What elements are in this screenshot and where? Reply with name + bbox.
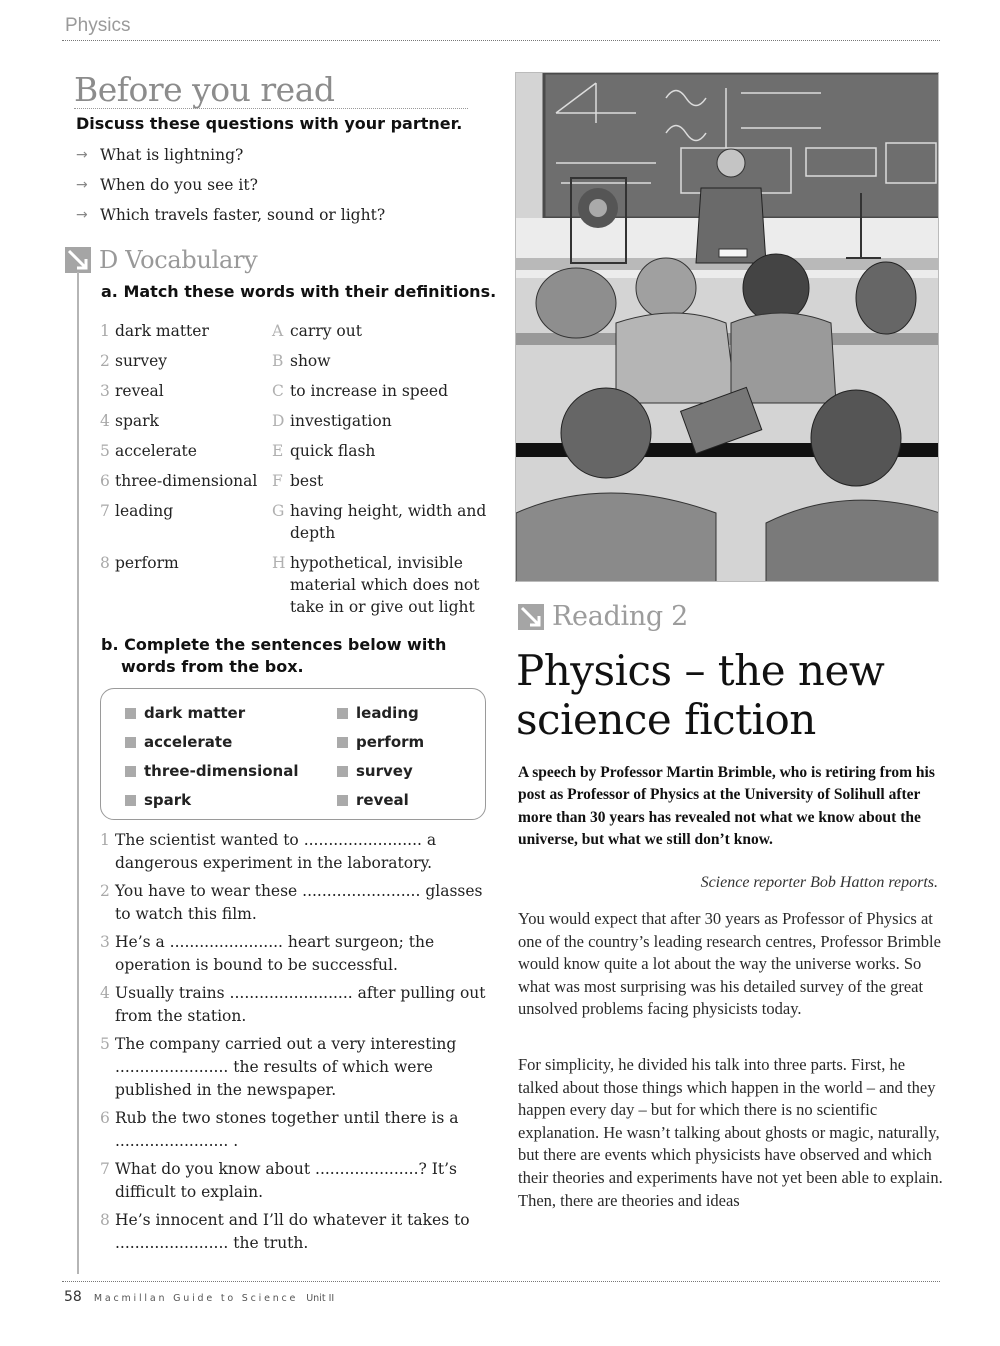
illustration-drawing [516, 73, 939, 582]
word-box [100, 688, 486, 820]
square-bullet-icon [125, 766, 136, 777]
match-row: 5 accelerate E quick flash [100, 442, 376, 460]
box-word: reveal [337, 789, 487, 811]
vocab-word: dark matter [115, 322, 209, 340]
task-b-instruction: b. Complete the sentences below with words from the box. [101, 635, 447, 676]
square-bullet-icon [125, 737, 136, 748]
box-word: survey [337, 760, 487, 782]
arrow-right-icon: → [76, 207, 88, 223]
vocab-word: three-dimensional [115, 472, 258, 490]
definition: having height, width and depth [290, 502, 487, 542]
match-row: 3 reveal C to increase in speed [100, 382, 448, 400]
vocab-word: survey [115, 352, 168, 370]
definition: show [290, 352, 331, 370]
discussion-instruction: Discuss these questions with your partner. [76, 114, 463, 133]
before-you-read-title: Before you read [74, 70, 335, 109]
definition: hypothetical, invisible material which does not take in or give out light [290, 554, 480, 616]
article-standfirst: A speech by Professor Martin Brimble, who is retiring from his post as Professor of Physics at the University of Solihull after more than 30 years has revealed not what we know about the universe, but what we still don’t know. [518, 764, 935, 849]
article-title: Physics – the new science fiction [516, 646, 885, 744]
match-row: 2 survey B show [100, 352, 331, 370]
match-row: 7 leading G having height, width and depth [100, 500, 500, 544]
sentence-item: 2 You have to wear these ........................ glasses to watch this film. [100, 882, 483, 923]
vocab-word: spark [115, 412, 159, 430]
arrow-right-icon: → [76, 177, 88, 193]
square-bullet-icon [125, 708, 136, 719]
match-row: 8 perform H hypothetical, invisible material which does not take in or give out light [100, 552, 500, 618]
sentence-item: 1 The scientist wanted to ........................ a dangerous experiment in the laboratory. [100, 831, 437, 872]
lecture-illustration [515, 72, 939, 582]
article-byline: Science reporter Bob Hatton reports. [700, 874, 938, 891]
definition: best [290, 472, 324, 490]
task-a-instruction: a. Match these words with their definitions. [101, 282, 497, 301]
match-row: 1 dark matter A carry out [100, 322, 362, 340]
unit-label: Unit II [306, 1293, 335, 1304]
square-bullet-icon [337, 795, 348, 806]
square-bullet-icon [337, 737, 348, 748]
match-row: 4 spark D investigation [100, 412, 392, 430]
square-bullet-icon [337, 708, 348, 719]
article-paragraph: For simplicity, he divided his talk into three parts. First, he talked about those things which happen in the world – and they happen every day – but for which there is no scientific explanation. He wasn’t talking about ghosts or magic, naturally, but there are events which physicists have observed and which their theories and experiments have not yet been able to explain. Then, there are theories and ideas [518, 1055, 943, 1210]
book-title: Macmillan Guide to Science [93, 1293, 299, 1304]
sentence-item: 6 Rub the two stones together until there is a ....................... . [100, 1109, 459, 1150]
gap-fill-sentences [100, 829, 490, 1260]
sentence-item: 4 Usually trains ......................... after pulling out from the station. [100, 984, 486, 1025]
definition: investigation [290, 412, 392, 430]
vocab-word: leading [115, 502, 174, 520]
sentence-item: 8 He’s innocent and I’ll do whatever it takes to ....................... the truth. [100, 1211, 470, 1252]
box-word: leading [337, 702, 487, 724]
box-word: perform [337, 731, 487, 753]
section-arrow-icon [518, 604, 544, 630]
sentence-item: 3 He’s a ....................... heart surgeon; the operation is bound to be successful. [100, 933, 435, 974]
vocab-word: perform [115, 554, 179, 572]
question-item: → Which travels faster, sound or light? [76, 206, 386, 224]
vocab-word: reveal [115, 382, 164, 400]
square-bullet-icon [337, 766, 348, 777]
sentence-item: 7 What do you know about .....................? It’s difficult to explain. [100, 1160, 457, 1201]
header-rule [62, 40, 940, 41]
definition: quick flash [290, 442, 376, 460]
question-list [76, 146, 385, 236]
page-number: 58 [64, 1289, 82, 1305]
box-word: dark matter [125, 702, 337, 724]
definition: carry out [290, 322, 362, 340]
reading-label: Reading 2 [552, 601, 689, 632]
question-item: → What is lightning? [76, 146, 244, 164]
match-row: 6 three-dimensional F best [100, 472, 324, 490]
article-paragraph: You would expect that after 30 years as Professor of Physics at one of the country’s leading research centres, Professor Brimble would know quite a lot about the way the universe works. So what was most surprising was his detailed survey of the great unsolved problems facing physicists today. [518, 909, 941, 1019]
section-rail [77, 272, 79, 1274]
matching-exercise [100, 320, 500, 626]
footer-rule [62, 1281, 940, 1282]
sentence-item: 5 The company carried out a very interesting ....................... the results of which were published in the newspaper. [100, 1035, 457, 1099]
box-word: spark [125, 789, 337, 811]
question-item: → When do you see it? [76, 176, 258, 194]
definition: to increase in speed [290, 382, 448, 400]
arrow-right-icon: → [76, 147, 88, 163]
vocabulary-title: D Vocabulary [99, 246, 258, 274]
section-arrow-icon [65, 247, 91, 273]
title-underline [74, 108, 468, 109]
box-word: three-dimensional [125, 760, 337, 782]
running-header: Physics [65, 15, 131, 36]
page-footer [64, 1289, 334, 1305]
vocab-word: accelerate [115, 442, 197, 460]
square-bullet-icon [125, 795, 136, 806]
box-word: accelerate [125, 731, 337, 753]
reading-heading [518, 601, 688, 632]
vocabulary-heading [65, 246, 257, 274]
